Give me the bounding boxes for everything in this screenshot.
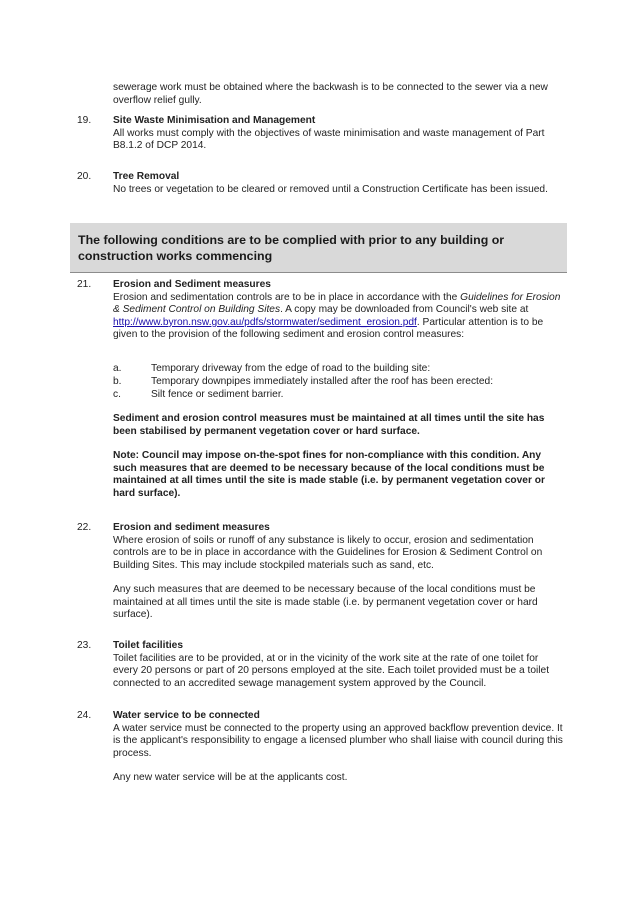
intro-paragraph: sewerage work must be obtained where the backwash is to be connected to the sewer via a new overflow relief gully. (113, 82, 548, 106)
condition-24 (113, 710, 565, 760)
maintenance-requirement: Sediment and erosion control measures must be maintained at all times until the site has been stabilised by permanent vegetation cover or hard surface. (113, 413, 545, 437)
fines-note: Note: Council may impose on-the-spot fines for non-compliance with this condition. Any such measures that are deemed to be necessary because of the local conditions must be maintained at all times until the site is made stable (i.e. by permanent vegetation cover or hard surface). (113, 450, 545, 499)
condition-heading: Erosion and Sediment measures (113, 279, 271, 290)
condition-heading: Erosion and sediment measures (113, 522, 270, 533)
condition-body: Erosion and sedimentation controls are to be in place in accordance with the Guidelines for Erosion & Sediment Control on Building Sites. A copy may be downloaded from Council's web site at http://www.byron.nsw.gov.au/pdfs/stormwater/sediment_erosion.pdf. Particular attention is to be given to the provision of the following sediment and erosion control measures: (113, 291, 561, 341)
condition-number: 24. (77, 710, 92, 721)
condition-20 (113, 171, 565, 196)
section-banner (70, 223, 567, 273)
condition-number: 20. (77, 171, 92, 182)
condition-heading: Toilet facilities (113, 640, 184, 651)
condition-number: 23. (77, 640, 92, 651)
condition-number: 19. (77, 115, 92, 126)
condition-heading: Tree Removal (113, 171, 180, 182)
condition-body: Toilet facilities are to be provided, at or in the vicinity of the work site at the rate of one toilet for every 20 persons or part of 20 persons employed at the site. Each toilet provided must be a toilet connected to an accredited sewage management system approved by the Council. (113, 652, 550, 689)
list-marker: c. (113, 389, 121, 400)
condition-body: All works must comply with the objectives of waste minimisation and waste management of Part B8.1.2 of DCP 2014. (113, 127, 545, 152)
condition-number: 22. (77, 522, 92, 533)
condition-23 (113, 640, 565, 690)
condition-body: A water service must be connected to the property using an approved backflow prevention device. It is the applicant's responsibility to engage a licensed plumber who shall liaise with council during this process. (113, 722, 563, 759)
condition-19 (113, 115, 565, 153)
list-item: Temporary driveway from the edge of road to the building site: (151, 363, 431, 374)
condition-body: No trees or vegetation to be cleared or removed until a Construction Certificate has been issued. (113, 183, 548, 195)
condition-number: 21. (77, 279, 92, 290)
list-marker: a. (113, 363, 122, 374)
condition-24-paragraph-2: Any new water service will be at the applicants cost. (113, 772, 348, 783)
section-banner-title: The following conditions are to be complied with prior to any building or construction works commencing (78, 233, 505, 263)
condition-heading: Water service to be connected (113, 710, 260, 721)
condition-22-paragraph-2: Any such measures that are deemed to be necessary because of the local conditions must be maintained at all times until the site is made stable (i.e. by permanent vegetation cover or hard surface). (113, 584, 538, 621)
condition-heading: Site Waste Minimisation and Management (113, 115, 316, 126)
list-item: Temporary downpipes immediately installed after the roof has been erected: (151, 376, 494, 387)
condition-22 (113, 522, 565, 572)
list-item: Silt fence or sediment barrier. (151, 389, 284, 400)
condition-body: Where erosion of soils or runoff of any substance is likely to occur, erosion and sedimentation controls are to be in place in accordance with the Guidelines for Erosion & Sediment Control on Building Sites. This may include stockpiled materials such as sand, etc. (113, 534, 543, 571)
list-marker: b. (113, 376, 122, 387)
guidelines-link[interactable]: http://www.byron.nsw.gov.au/pdfs/stormwater/sediment_erosion.pdf (113, 316, 417, 328)
condition-21 (113, 279, 565, 342)
